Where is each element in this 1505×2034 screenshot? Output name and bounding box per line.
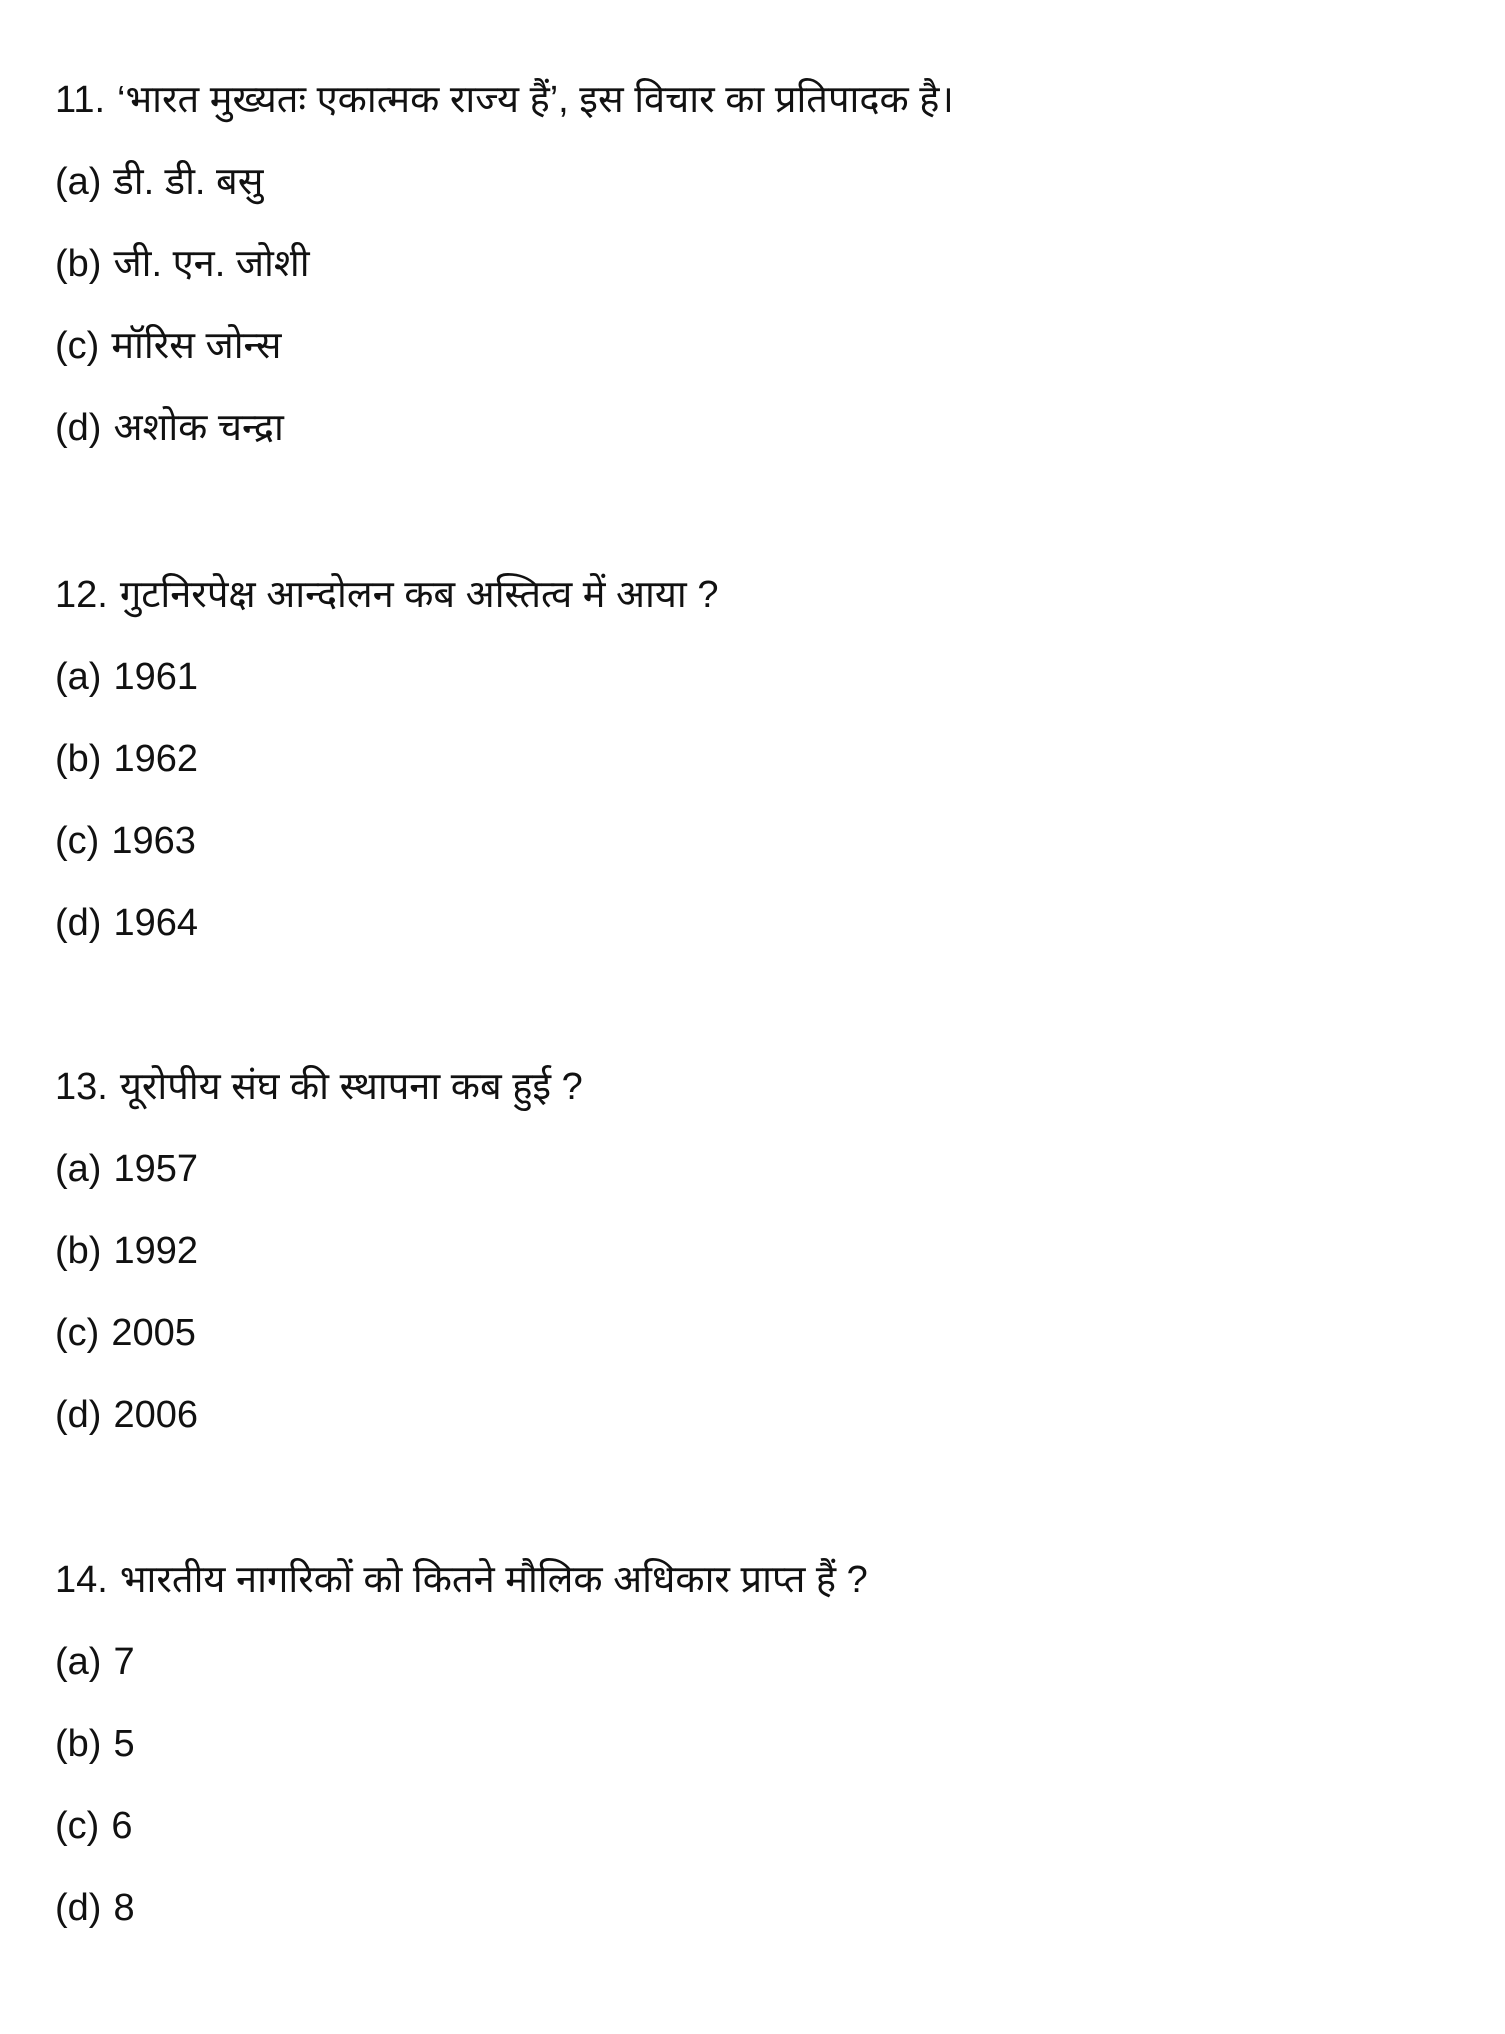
answer-option <box>55 157 263 207</box>
option-label: (b) <box>55 243 102 285</box>
answer-option <box>55 1719 135 1769</box>
answer-option <box>55 1308 196 1358</box>
question-text: गुटनिरपेक्ष आन्दोलन कब अस्तित्व में आया ? <box>119 574 719 616</box>
option-label: (a) <box>55 656 102 698</box>
question-number: 13. <box>55 1066 108 1108</box>
question-text: ‘भारत मुख्यतः एकात्मक राज्य हैं’, इस विचार का प्रतिपादक है। <box>117 79 954 121</box>
option-label: (c) <box>55 325 100 367</box>
option-text: 7 <box>113 1641 135 1683</box>
answer-option <box>55 403 284 453</box>
option-text: अशोक चन्द्रा <box>113 407 284 449</box>
option-label: (a) <box>55 161 102 203</box>
option-text: 1963 <box>111 820 196 862</box>
answer-option <box>55 1801 132 1851</box>
option-text: 1957 <box>113 1148 198 1190</box>
option-label: (b) <box>55 1723 102 1765</box>
option-label: (a) <box>55 1641 102 1683</box>
option-label: (d) <box>55 1394 102 1436</box>
answer-option <box>55 1390 198 1440</box>
option-text: जी. एन. जोशी <box>113 243 310 285</box>
option-label: (c) <box>55 1312 100 1354</box>
option-text: मॉरिस जोन्स <box>111 325 282 367</box>
option-text: डी. डी. बसु <box>113 161 264 203</box>
answer-option <box>55 1144 198 1194</box>
question-12 <box>55 570 718 620</box>
option-text: 2006 <box>113 1394 198 1436</box>
answer-option <box>55 734 198 784</box>
question-14 <box>55 1555 868 1605</box>
question-text: यूरोपीय संघ की स्थापना कब हुई ? <box>119 1066 583 1108</box>
option-text: 8 <box>113 1887 135 1929</box>
question-text: भारतीय नागरिकों को कितने मौलिक अधिकार प्राप्त हैं ? <box>119 1559 868 1601</box>
option-label: (d) <box>55 407 102 449</box>
option-text: 1992 <box>113 1230 198 1272</box>
answer-option <box>55 1883 135 1933</box>
option-text: 1961 <box>113 656 198 698</box>
answer-option <box>55 898 198 948</box>
question-11 <box>55 75 954 125</box>
question-number: 14. <box>55 1559 108 1601</box>
option-text: 2005 <box>111 1312 196 1354</box>
option-text: 1964 <box>113 902 198 944</box>
question-number: 11. <box>55 79 106 121</box>
answer-option <box>55 1637 135 1687</box>
option-label: (c) <box>55 1805 100 1847</box>
option-label: (a) <box>55 1148 102 1190</box>
option-label: (d) <box>55 902 102 944</box>
option-label: (c) <box>55 820 100 862</box>
answer-option <box>55 239 310 289</box>
option-text: 5 <box>113 1723 135 1765</box>
question-number: 12. <box>55 574 108 616</box>
option-text: 1962 <box>113 738 198 780</box>
option-text: 6 <box>111 1805 133 1847</box>
option-label: (b) <box>55 738 102 780</box>
answer-option <box>55 652 198 702</box>
question-13 <box>55 1062 583 1112</box>
answer-option <box>55 816 196 866</box>
option-label: (d) <box>55 1887 102 1929</box>
answer-option <box>55 321 281 371</box>
option-label: (b) <box>55 1230 102 1272</box>
answer-option <box>55 1226 198 1276</box>
